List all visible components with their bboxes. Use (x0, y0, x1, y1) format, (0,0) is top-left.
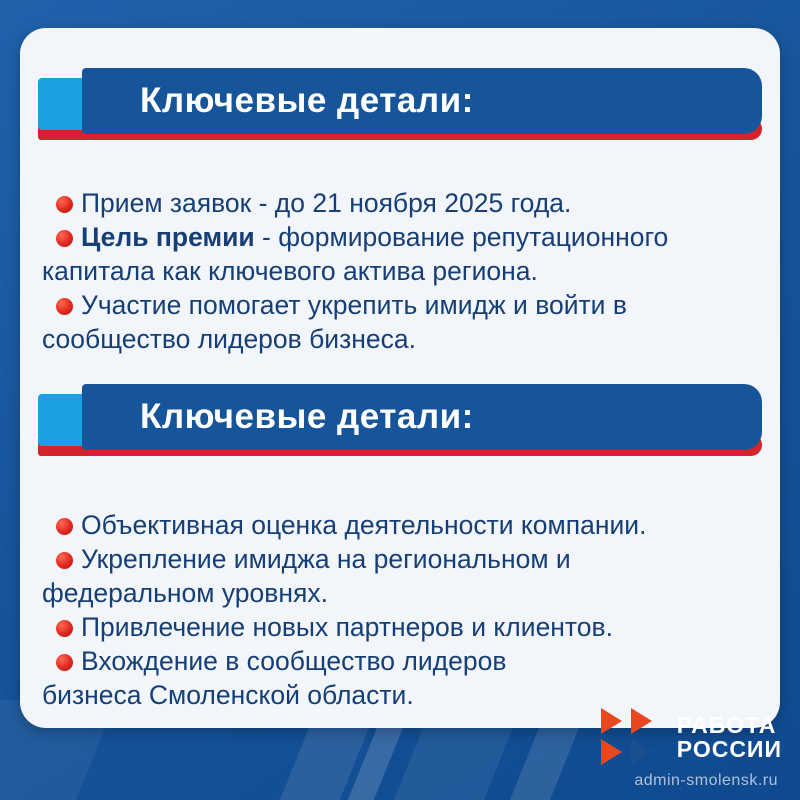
section-title: Ключевые детали: (140, 397, 474, 436)
list-item-text: капитала как ключевого актива региона. (42, 256, 538, 286)
list-item (42, 510, 758, 541)
logo-line-1: РАБОТА (676, 711, 777, 738)
bullet-dot-icon (56, 654, 73, 671)
bullet-dot-icon (56, 552, 73, 569)
list-item-continuation (42, 256, 758, 287)
list-item-text: сообщество лидеров бизнеса. (42, 324, 416, 354)
list-item-text: Привлечение новых партнеров и клиентов. (81, 612, 613, 642)
list-item-continuation (42, 680, 758, 711)
ribbon-blue-bar (82, 68, 762, 134)
list-item-text: федеральном уровнях. (42, 578, 328, 608)
list-item-text: Вхождение в сообщество лидеров (81, 646, 507, 676)
list-item-text: Укрепление имиджа на региональном и (81, 544, 571, 574)
triangle-shape (631, 739, 652, 765)
bullet-dot-icon (56, 230, 73, 247)
list-item-text: - формирование репутационного (254, 222, 669, 252)
section-body-1 (42, 188, 758, 358)
four-triangles-icon (601, 708, 663, 766)
bullet-dot-icon (56, 298, 73, 315)
list-item-text-bold: Цель премии (81, 222, 255, 252)
bullet-dot-icon (56, 620, 73, 637)
list-item (42, 646, 758, 677)
section-header-1 (20, 62, 780, 148)
section-header-2 (20, 378, 780, 464)
logo-line-2: РОССИИ (676, 736, 782, 762)
ribbon-blue-bar (82, 384, 762, 450)
bullet-dot-icon (56, 196, 73, 213)
triangle-shape (601, 708, 622, 734)
list-item-text: бизнеса Смоленской области. (42, 680, 414, 710)
content-panel (20, 28, 780, 728)
list-item (42, 188, 758, 219)
logo-text (677, 713, 782, 762)
bullet-dot-icon (56, 518, 73, 535)
list-item-continuation (42, 324, 758, 355)
section-body-2 (42, 510, 758, 714)
list-item (42, 544, 758, 575)
list-item-text: Прием заявок - до 21 ноября 2025 года. (81, 188, 572, 218)
ribbon (20, 62, 780, 148)
section-title: Ключевые детали: (140, 81, 474, 120)
list-item (42, 290, 758, 321)
list-item-text: Участие помогает укрепить имидж и войти в (81, 290, 627, 320)
list-item-text: Объективная оценка деятельности компании. (81, 510, 647, 540)
triangle-shape (631, 708, 652, 734)
watermark: admin-smolensk.ru (634, 772, 778, 789)
ribbon (20, 378, 780, 464)
list-item (42, 612, 758, 643)
list-item-continuation (42, 578, 758, 609)
logo (601, 708, 782, 766)
triangle-shape (601, 739, 622, 765)
list-item (42, 222, 758, 253)
